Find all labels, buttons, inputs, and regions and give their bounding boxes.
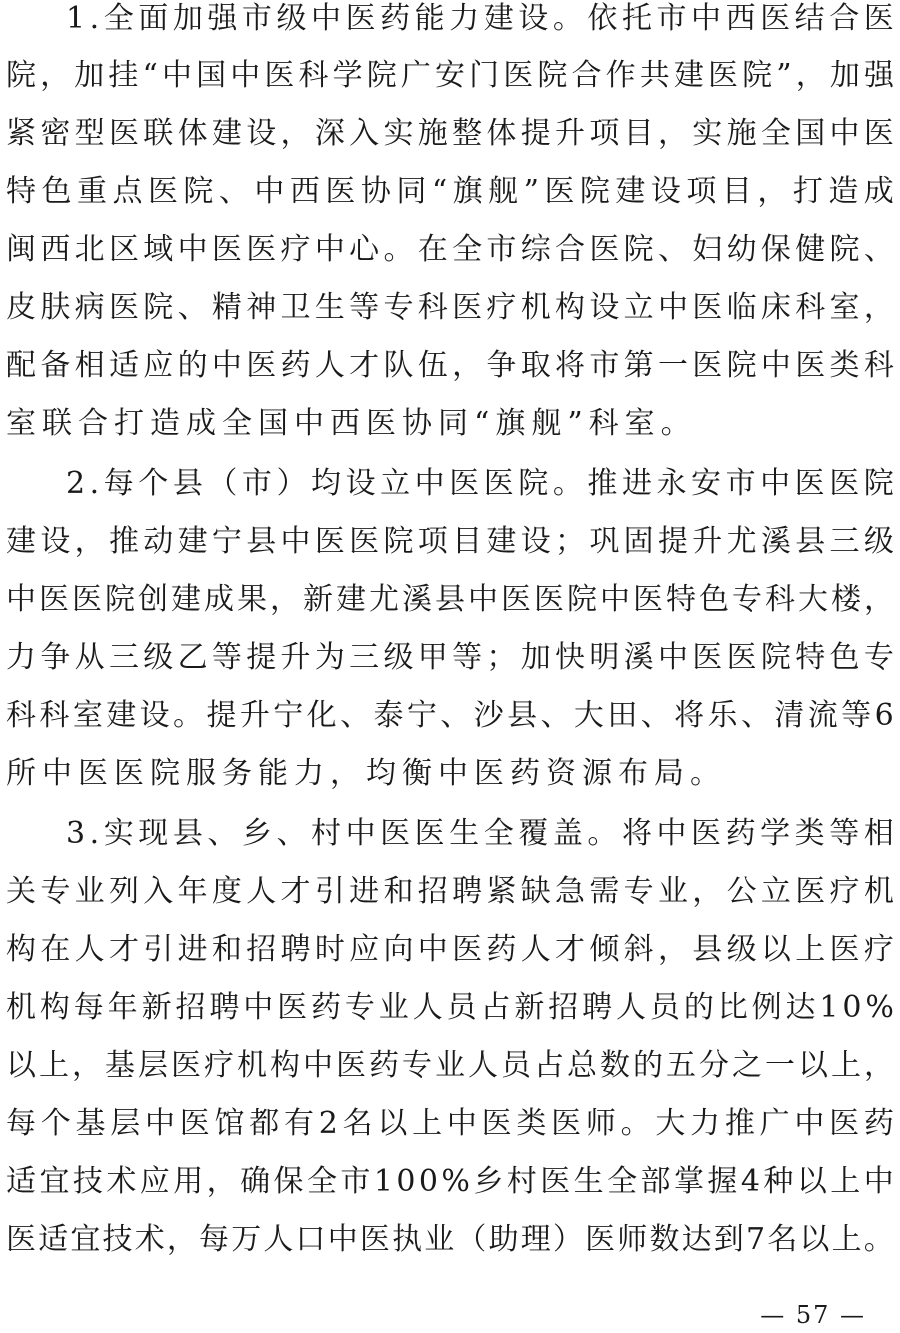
paragraph-1-line-1: 1 . 全 面 加 强 市 级 中 医 药 能 力 建 设 。 依 托 市 中 西 医 结 合 医 [66, 1, 894, 36]
paragraph-2-line-1: 2 . 每 个 县 （ 市 ） 均 设 立 中 医 医 院 。 推 进 永 安 市 中 医 医 院 [66, 466, 894, 501]
paragraph-1-line-2: 院 ， 加 挂 “ 中 国 中 医 科 学 院 广 安 门 医 院 合 作 共 建 医 院 ” ， 加 强 [6, 58, 894, 93]
paragraph-3-line-8: 医 适 宜 技 术 ， 每 万 人 口 中 医 执 业 （ 助 理 ） 医 师 数 达 到 7 名 以 上 。 [6, 1222, 894, 1257]
paragraph-3-line-7: 适 宜 技 术 应 用 ， 确 保 全 市 1 0 0 % 乡 村 医 生 全 部 掌 握 4 种 以 上 中 [6, 1164, 894, 1199]
paragraph-3-line-5: 以 上 ， 基 层 医 疗 机 构 中 医 药 专 业 人 员 占 总 数 的 五 分 之 一 以 上 ， [6, 1048, 894, 1083]
paragraph-3-line-1: 3 . 实 现 县 、 乡 、 村 中 医 医 生 全 覆 盖 。 将 中 医 药 学 类 等 相 [66, 816, 894, 851]
paragraph-3-line-6: 每 个 基 层 中 医 馆 都 有 2 名 以 上 中 医 类 医 师 。 大 力 推 广 中 医 药 [6, 1106, 894, 1141]
paragraph-1-line-4: 特 色 重 点 医 院 、 中 西 医 协 同 “ 旗 舰 ” 医 院 建 设 项 目 ， 打 造 成 [6, 174, 894, 209]
paragraph-2-line-2: 建 设 ， 推 动 建 宁 县 中 医 医 院 项 目 建 设 ； 巩 固 提 升 尤 溪 县 三 级 [6, 524, 894, 559]
paragraph-2-line-5: 科 科 室 建 设 。 提 升 宁 化 、 泰 宁 、 沙 县 、 大 田 、 将 乐 、 清 流 等 6 [6, 698, 894, 733]
paragraph-3-line-3: 构 在 人 才 引 进 和 招 聘 时 应 向 中 医 药 人 才 倾 斜 ， 县 级 以 上 医 疗 [6, 932, 894, 967]
paragraph-2-line-4: 力 争 从 三 级 乙 等 提 升 为 三 级 甲 等 ； 加 快 明 溪 中 医 医 院 特 色 专 [6, 640, 894, 675]
paragraph-1-line-5: 闽 西 北 区 域 中 医 医 疗 中 心 。 在 全 市 综 合 医 院 、 妇 幼 保 健 院 、 [6, 232, 894, 267]
paragraph-2-line-6: 所中医医院服务能力，均衡中医药资源布局。 [6, 756, 726, 791]
page-number: — 57 — [760, 1301, 866, 1329]
paragraph-3-line-4: 机 构 每 年 新 招 聘 中 医 药 专 业 人 员 占 新 招 聘 人 员 的 比 例 达 1 0 % [6, 990, 894, 1025]
paragraph-1-line-6: 皮 肤 病 医 院 、 精 神 卫 生 等 专 科 医 疗 机 构 设 立 中 医 临 床 科 室 ， [6, 290, 894, 325]
paragraph-1-line-8: 室联合打造成全国中西医协同“旗舰”科室。 [6, 406, 697, 441]
paragraph-1-line-3: 紧 密 型 医 联 体 建 设 ， 深 入 实 施 整 体 提 升 项 目 ， 实 施 全 国 中 医 [6, 116, 894, 151]
paragraph-3-line-2: 关 专 业 列 入 年 度 人 才 引 进 和 招 聘 紧 缺 急 需 专 业 ， 公 立 医 疗 机 [6, 874, 894, 909]
paragraph-2-line-3: 中 医 医 院 创 建 成 果 ， 新 建 尤 溪 县 中 医 医 院 中 医 特 色 专 科 大 楼 ， [6, 582, 894, 617]
paragraph-1-line-7: 配 备 相 适 应 的 中 医 药 人 才 队 伍 ， 争 取 将 市 第 一 医 院 中 医 类 科 [6, 348, 894, 383]
